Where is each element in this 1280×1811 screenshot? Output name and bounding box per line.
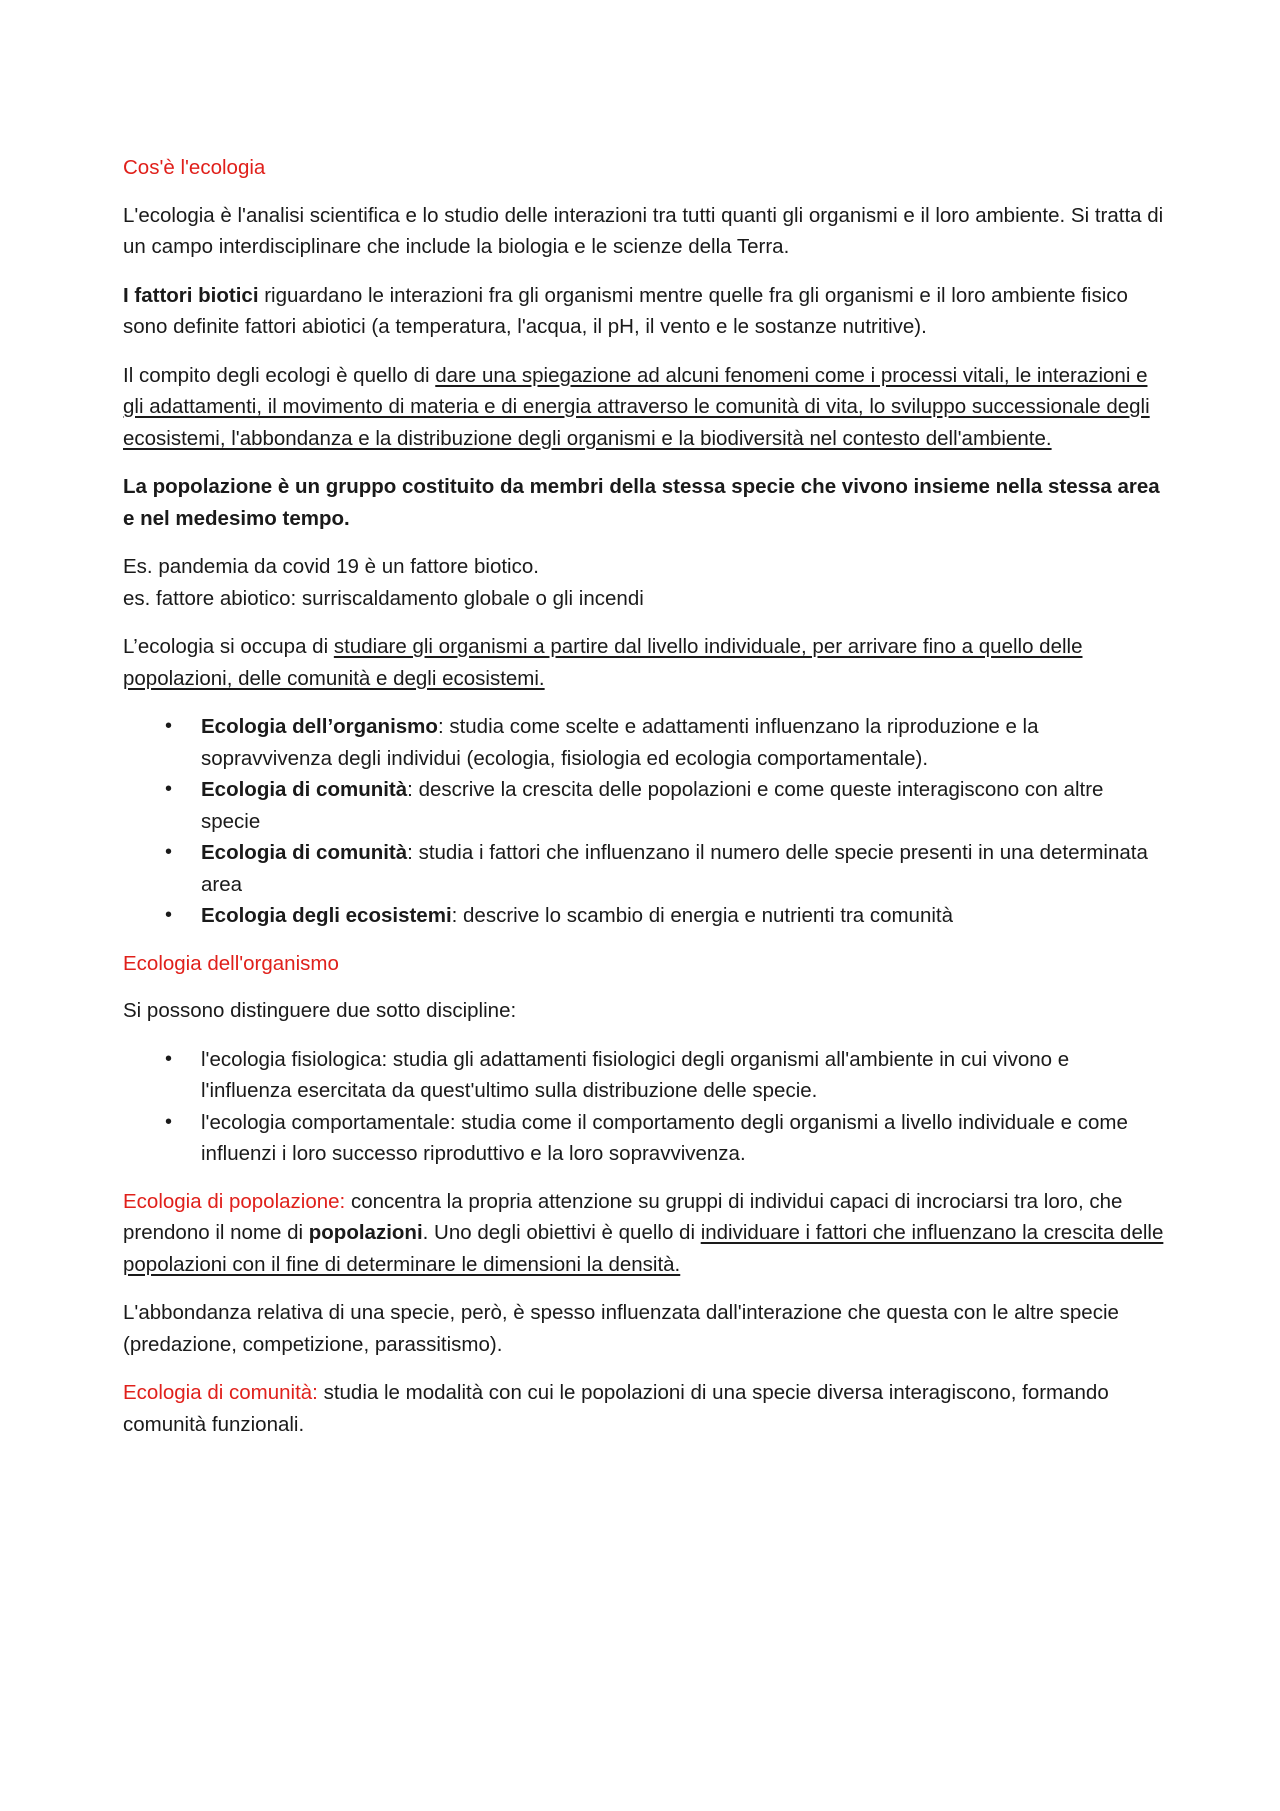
example-abiotico: es. fattore abiotico: surriscaldamento globale o gli incendi — [123, 586, 644, 610]
list-item-text: l'ecologia fisiologica: studia gli adattamenti fisiologici degli organismi all'ambiente in cui vivono e l'influenza esercitata da quest'ultimo sulla distribuzione delle specie. — [201, 1047, 1070, 1102]
list-item — [123, 1107, 1165, 1170]
heading-cos-e-ecologia: Cos'è l'ecologia — [123, 156, 266, 179]
list-item-term: Ecologia di comunità — [201, 841, 408, 864]
bullet-icon: • — [165, 841, 173, 863]
term-popolazioni: popolazioni — [308, 1221, 423, 1244]
paragraph-popolazione: La popolazione è un gruppo costituito da membri della stessa specie che vivono insieme nella stessa area e nel medesimo tempo. — [123, 475, 1160, 530]
list-item-desc: : studia come scelte e adattamenti influenzano la riproduzione e la sopravvivenza degli individui (ecologia, fisiologia ed ecologia comportamentale). — [201, 715, 1039, 770]
list-item — [123, 1044, 1165, 1107]
text-popolazione-underlined: individuare i fattori che influenzano la crescita delle popolazioni con il fine di determinare le dimensioni la densità. — [123, 1221, 1164, 1276]
bullet-icon: • — [165, 715, 173, 737]
paragraph-ecologia-popolazione — [123, 1186, 1165, 1281]
text-compito-underlined: dare una spiegazione ad alcuni fenomeni come i processi vitali, le interazioni e gli adattamenti, il movimento di materia e di energia attraverso le comunità di vita, lo sviluppo successionale degli ecosistemi, l'abbondanza e la distribuzione degli organismi e la biodiversità nel contesto dell'ambiente. — [123, 363, 1150, 450]
paragraph-ecologia-occupa — [123, 631, 1165, 694]
paragraph-sotto-discipline: Si possono distinguere due sotto discipline: — [123, 999, 517, 1022]
list-item-desc: : studia i fattori che influenzano il numero delle specie presenti in una determinata area — [201, 841, 1148, 896]
list-item-term: Ecologia degli ecosistemi — [201, 904, 452, 927]
list-ecology-levels — [123, 711, 1165, 932]
text-occupa-underlined: studiare gli organismi a partire dal livello individuale, per arrivare fino a quello delle popolazioni, delle comunità e degli ecosistemi. — [123, 635, 1083, 690]
text-compito-start: Il compito degli ecologi è quello di — [123, 363, 436, 387]
paragraph-compito-ecologi — [123, 360, 1165, 455]
example-biotico: Es. pandemia da covid 19 è un fattore biotico. — [123, 555, 539, 578]
bullet-icon: • — [165, 904, 173, 926]
list-item-desc: : descrive la crescita delle popolazioni e come queste interagiscono con altre specie — [201, 778, 1104, 833]
paragraph-abbondanza: L'abbondanza relativa di una specie, però, è spesso influenzata dall'interazione che questa con le altre specie (predazione, competizione, parassitismo). — [123, 1301, 1119, 1356]
list-item-term: Ecologia dell’organismo — [201, 715, 438, 738]
list-item — [123, 774, 1165, 837]
paragraph-ecologia-comunita — [123, 1377, 1165, 1440]
text-comunita: studia le modalità con cui le popolazioni di una specie diversa interagiscono, formando comunità funzionali. — [123, 1381, 1109, 1436]
label-ecologia-popolazione: Ecologia di popolazione: — [123, 1189, 346, 1213]
bullet-icon: • — [165, 778, 173, 800]
bullet-icon: • — [165, 1110, 173, 1133]
list-item — [123, 900, 1165, 932]
heading-ecologia-organismo: Ecologia dell'organismo — [123, 951, 339, 975]
list-item — [123, 837, 1165, 900]
label-ecologia-comunita: Ecologia di comunità: — [123, 1381, 318, 1404]
paragraph-definition: L'ecologia è l'analisi scientifica e lo studio delle interazioni tra tutti quanti gli organismi e il loro ambiente. Si tratta di un campo interdisciplinare che include la biologia e le scienze della Terra. — [123, 203, 1164, 258]
list-item-term: Ecologia di comunità — [201, 778, 408, 801]
paragraph-fattori-biotici — [123, 280, 1165, 343]
list-item-text: l'ecologia comportamentale: studia come il comportamento degli organismi a livello individuale e come influenzi i loro successo riproduttivo e la loro sopravvivenza. — [201, 1110, 1128, 1165]
list-item-desc: : descrive lo scambio di energia e nutrienti tra comunità — [451, 904, 953, 927]
text-occupa-start: L’ecologia si occupa di — [123, 635, 334, 658]
list-sotto-discipline — [123, 1044, 1165, 1170]
list-item — [123, 711, 1165, 774]
bullet-icon: • — [165, 1047, 173, 1070]
text-fattori-biotici: riguardano le interazioni fra gli organismi mentre quelle fra gli organismi e il loro ambiente fisico sono definite fattori abiotici (a temperatura, l'acqua, il pH, il vento e le sostanze nutritive). — [123, 283, 1128, 338]
text-popolazione-b: . Uno degli obiettivi è quello di — [422, 1221, 701, 1244]
text-popolazione-a: concentra la propria attenzione su gruppi di individui capaci di incrociarsi tra loro, che prendono il nome di — [123, 1189, 1123, 1244]
term-fattori-biotici: I fattori biotici — [123, 283, 259, 307]
paragraph-esempi — [123, 551, 1165, 614]
